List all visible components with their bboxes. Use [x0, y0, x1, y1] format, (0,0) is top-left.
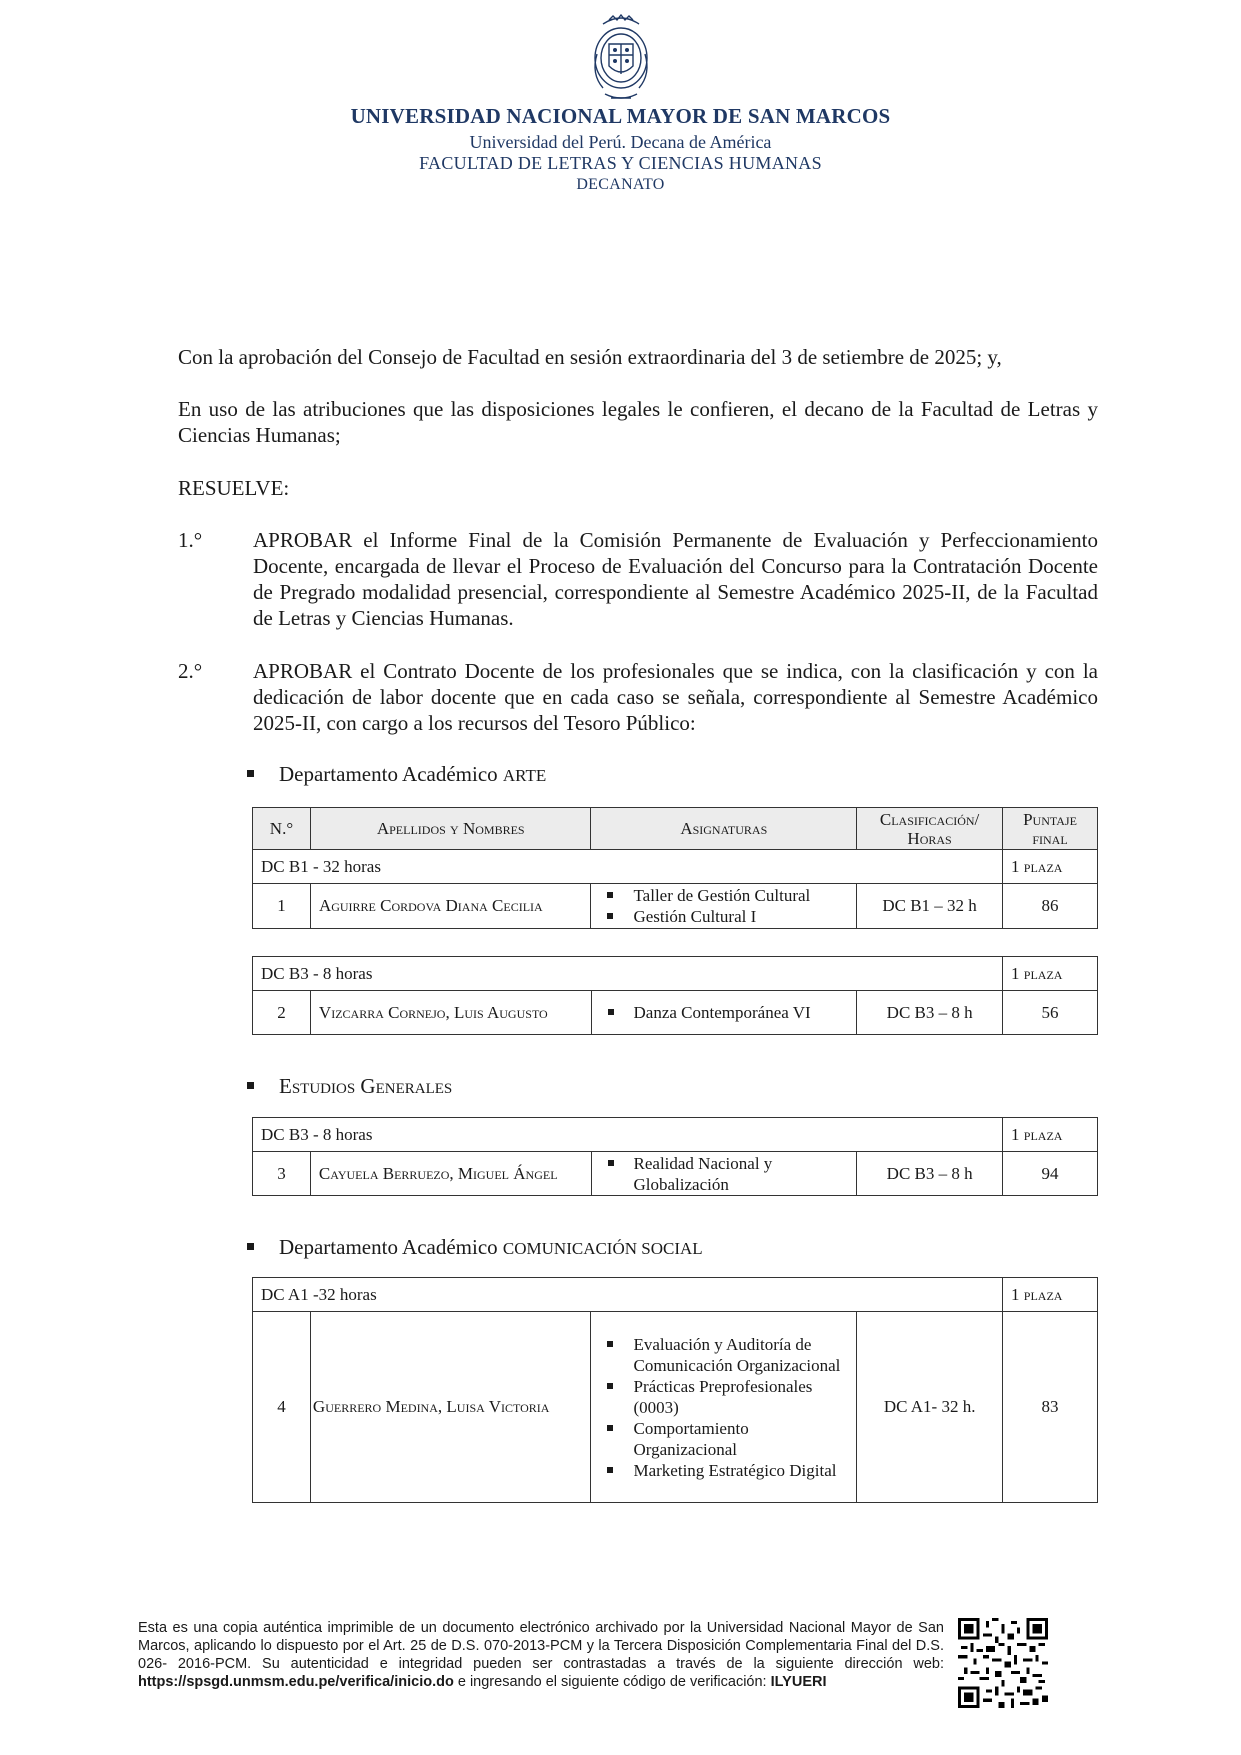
- table-row: [253, 884, 1098, 929]
- score: 56: [1003, 991, 1098, 1035]
- plaza-count: 1 plaza: [1003, 850, 1098, 884]
- teacher-name: Vizcarra Cornejo, Luis Augusto: [310, 991, 591, 1035]
- teacher-name: Guerrero Medina, Luisa Victoria: [310, 1312, 591, 1503]
- section-name: Estudios Generales: [279, 1074, 453, 1098]
- row-num: 1: [253, 884, 311, 929]
- group-row: [253, 1278, 1098, 1312]
- bullet-icon: [247, 770, 254, 777]
- subject-item: Realidad Nacional y Globalización: [600, 1153, 849, 1195]
- verification-code: ILYUERI: [770, 1674, 827, 1690]
- faculty-name: FACULTAD DE LETRAS Y CIENCIAS HUMANAS: [419, 153, 822, 173]
- item-text: APROBAR el Contrato Docente de los profesionales que se indica, con la clasificación y con la dedicación de labor docente que en cada caso se señala, correspondiente al Semestre Académico 2025-II, con cargo a los recursos del Tesoro Público:: [253, 659, 1098, 735]
- university-name: UNIVERSIDAD NACIONAL MAYOR DE SAN MARCOS: [350, 104, 891, 128]
- classification: DC B3 – 8 h: [857, 1152, 1003, 1196]
- bullet-icon: [247, 1243, 254, 1250]
- university-seal-icon: [589, 14, 653, 106]
- subject-item: Prácticas Preprofesionales (0003): [599, 1376, 848, 1418]
- subject-item: Taller de Gestión Cultural: [599, 885, 848, 906]
- score: 94: [1003, 1152, 1098, 1196]
- paragraph-approval: Con la aprobación del Consejo de Facultad en sesión extraordinaria del 3 de setiembre de 2025; y,: [178, 345, 1002, 369]
- item-number: 1.°: [178, 528, 203, 552]
- table-header-row: [253, 808, 1098, 850]
- header-num: N.°: [253, 808, 311, 850]
- group-label: DC B1 - 32 horas: [253, 850, 1003, 884]
- subjects-cell: [591, 1312, 857, 1503]
- teachers-table-1: [252, 807, 1098, 929]
- teachers-table-3: [252, 1117, 1098, 1196]
- score: 86: [1003, 884, 1098, 929]
- university-subtitle: Universidad del Perú. Decana de América: [469, 132, 772, 152]
- section-name: ARTE: [502, 766, 547, 785]
- teachers-table-2: [252, 956, 1098, 1035]
- table-row: [253, 991, 1098, 1035]
- subjects-cell: [591, 1152, 857, 1196]
- group-label: DC B3 - 8 horas: [253, 957, 1003, 991]
- plaza-count: 1 plaza: [1003, 1278, 1098, 1312]
- classification: DC B1 – 32 h: [857, 884, 1003, 929]
- table-row: [253, 1312, 1098, 1503]
- section-name: COMUNICACIÓN SOCIAL: [502, 1239, 703, 1258]
- teachers-table-4: [252, 1277, 1098, 1503]
- plaza-count: 1 plaza: [1003, 957, 1098, 991]
- section-heading-comunicacion-social: Departamento Académico COMUNICACIÓN SOCIAL: [247, 1235, 703, 1260]
- paragraph-attributions: En uso de las atribuciones que las disposiciones legales le confieren, el decano de la Facultad de Letras y Ciencias Humanas;: [178, 397, 1098, 447]
- header-score: Puntaje final: [1003, 808, 1098, 850]
- verification-footer: Esta es una copia auténtica imprimible de un documento electrónico archivado por la Universidad Nacional Mayor de San Marcos, aplicando lo dispuesto por el Art. 25 de D.S. 070-2013-PCM y la Tercera Disposición Complementaria Final del D.S. 026- 2016-PCM. Su autenticidad e integridad pueden ser contrastadas a través de la siguiente dirección web: https://spsgd.unmsm.edu.pe/verifica/inicio.do e ingresando el siguiente código de verificación: ILYUERI: [138, 1620, 944, 1690]
- subject-item: Comportamiento Organizacional: [599, 1418, 848, 1460]
- row-num: 4: [253, 1312, 311, 1503]
- subject-item: Evaluación y Auditoría de Comunicación Organizacional: [599, 1334, 848, 1376]
- subject-item: Danza Contemporánea VI: [600, 1002, 849, 1023]
- row-num: 2: [253, 991, 311, 1035]
- bullet-icon: [247, 1082, 254, 1089]
- item-number: 2.°: [178, 659, 203, 683]
- header-subjects: Asignaturas: [591, 808, 857, 850]
- section-heading-arte: Departamento Académico ARTE: [247, 762, 546, 787]
- subjects-cell: [591, 991, 857, 1035]
- classification: DC A1- 32 h.: [857, 1312, 1003, 1503]
- qr-code-icon: [958, 1618, 1048, 1708]
- group-row: [253, 957, 1098, 991]
- resuelve-heading: RESUELVE:: [178, 476, 290, 500]
- group-row: [253, 1118, 1098, 1152]
- classification: DC B3 – 8 h: [857, 991, 1003, 1035]
- teacher-name: Cayuela Berruezo, Miguel Ángel: [310, 1152, 591, 1196]
- subject-item: Marketing Estratégico Digital: [599, 1460, 848, 1481]
- subjects-cell: [591, 884, 857, 929]
- header-names: Apellidos y Nombres: [310, 808, 591, 850]
- office-name: DECANATO: [576, 176, 665, 193]
- score: 83: [1003, 1312, 1098, 1503]
- teacher-name: Aguirre Cordova Diana Cecilia: [310, 884, 591, 929]
- verification-url[interactable]: https://spsgd.unmsm.edu.pe/verifica/inicio.do: [138, 1674, 454, 1690]
- item-text: APROBAR el Informe Final de la Comisión Permanente de Evaluación y Perfeccionamiento Docente, encargada de llevar el Proceso de Evaluación del Concurso para la Contratación Docente de Pregrado modalidad presencial, correspondiente al Semestre Académico 2025-II, de la Facultad de Letras y Ciencias Humanas.: [253, 528, 1098, 630]
- group-label: DC B3 - 8 horas: [253, 1118, 1003, 1152]
- table-row: [253, 1152, 1098, 1196]
- row-num: 3: [253, 1152, 311, 1196]
- subject-item: Gestión Cultural I: [599, 906, 848, 927]
- plaza-count: 1 plaza: [1003, 1118, 1098, 1152]
- group-row: [253, 850, 1098, 884]
- header-class: Clasificación/ Horas: [857, 808, 1003, 850]
- group-label: DC A1 -32 horas: [253, 1278, 1003, 1312]
- section-heading-estudios-generales: [247, 1074, 452, 1099]
